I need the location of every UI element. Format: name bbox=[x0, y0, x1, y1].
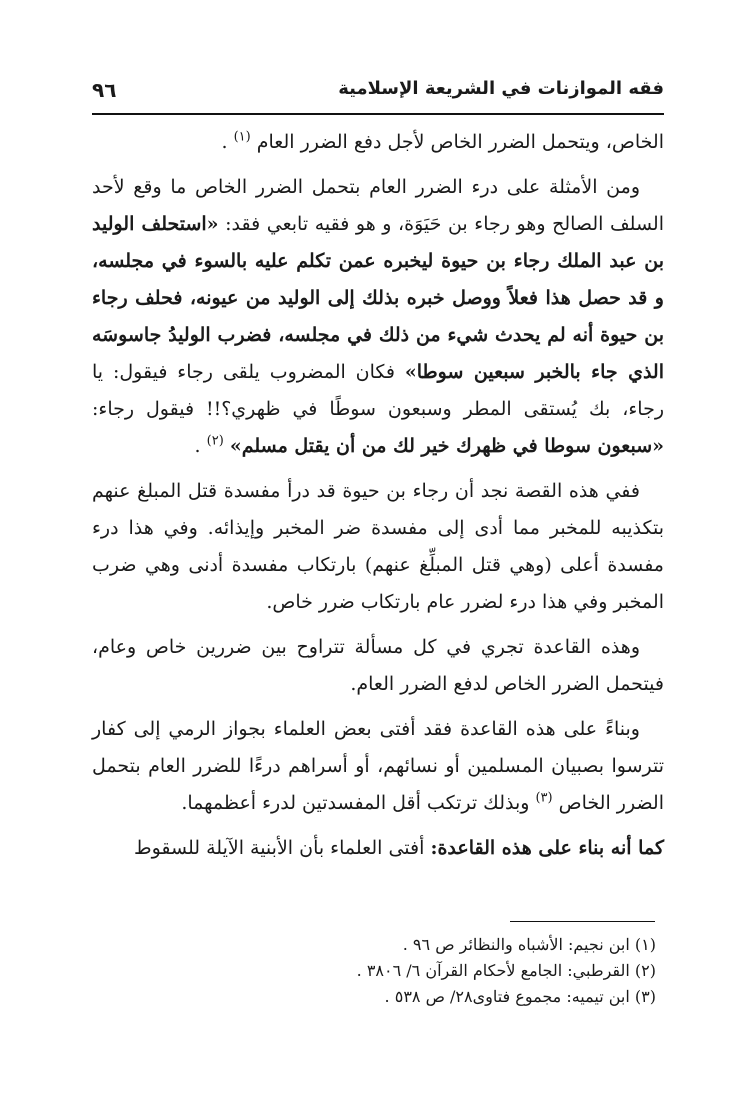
quote-rajaa-story: «استحلف الوليد بن عبد الملك رجاء بن حيوة ليخبره عمن تكلم عليه بالسوء في مجلسه، و قد حصل هذا فعلاً ووصل خبره بذلك إلى الوليد من عيونه، فحلف رجاء بن حيوة أنه لم يحدث شيء من ذلك في مجلسه، فضرب الوليدُ جاسوسَه الذي جاء بالخبر سبعين سوطا» bbox=[92, 213, 664, 383]
footnote-ref-2: (٢) bbox=[206, 433, 224, 449]
running-header bbox=[92, 78, 664, 110]
paragraph-4: وهذه القاعدة تجري في كل مسألة تتراوح بين ضررين خاص وعام، فيتحمل الضرر الخاص لدفع الضرر العام. bbox=[92, 636, 664, 695]
footnote-1: (١) ابن نجيم: الأشباه والنظائر ص ٩٦ . bbox=[402, 935, 656, 954]
paragraph-3: ففي هذه القصة نجد أن رجاء بن حيوة قد درأ مفسدة قتل المبلغ عنهم بتكذيبه للمخبر مما أدى إلى مفسدة ضر المخبر وإيذائه. وفي هذا درء مفسدة أعلى (وهي قتل المبلِّغ عنهم) بارتكاب مفسدة أدنى وهي ضرب المخبر وفي هذا درء لضرر عام بارتكاب ضرر خاص. bbox=[92, 480, 664, 613]
footnote-ref-3: (٣) bbox=[535, 790, 553, 806]
paragraph-5: وبناءً على هذه القاعدة فقد أفتى بعض العلماء بجواز الرمي إلى كفار تترسوا بصبيان المسلمين أو نسائهم، أو أسراهم درءًا للضرر العام بتحمل الضرر الخاص $^{(٣)}$ وبذلك ترتكب أقل المفسدتين لدرء أعظمهما. bbox=[92, 718, 664, 814]
footnote-ref-1: (١) bbox=[233, 129, 251, 145]
footnote-3: (٣) ابن تيميه: مجموع فتاوى٢٨/ ص ٥٣٨ . bbox=[384, 987, 656, 1006]
paragraph-1: الخاص، ويتحمل الضرر الخاص لأجل دفع الضرر العام $^{(١)}$ . bbox=[221, 129, 664, 153]
paragraph-6-lead: كما أنه بناء على هذه القاعدة: bbox=[430, 837, 664, 859]
footnote-rule bbox=[510, 921, 655, 922]
paragraph-6: كما أنه بناء على هذه القاعدة: أفتى العلماء بأن الأبنية الآيلة للسقوط bbox=[134, 837, 664, 859]
header-rule bbox=[92, 113, 664, 115]
footnote-2: (٢) القرطبي: الجامع لأحكام القرآن ٦/ ٣٨٠٦ . bbox=[356, 961, 656, 980]
main-text bbox=[92, 124, 664, 867]
paragraph-2: ومن الأمثلة على درء الضرر العام بتحمل الضرر الخاص ما وقع لأحد السلف الصالح وهو رجاء بن حَيَوَة، و هو فقيه تابعي فقد: «استحلف الوليد بن عبد الملك رجاء بن حيوة ليخبره عمن تكلم عليه بالسوء في مجلسه، و قد حصل هذا فعلاً ووصل خبره بذلك إلى الوليد من عيونه، فحلف رجاء بن حيوة أنه لم يحدث شيء من ذلك في مجلسه، فضرب الوليدُ جاسوسَه الذي جاء بالخبر سبعين سوطا» فكان المضروب يلقى رجاء فيقول: يا رجاء، بك يُستقى المطر وسبعون سوطًا في ظهري؟!! فيقول رجاء: «سبعون سوطا في ظهرك خير لك من أن يقتل مسلم» $^{(٢)}$ . bbox=[92, 176, 664, 457]
header-title: فقه الموازنات في الشريعة الإسلامية bbox=[338, 78, 664, 99]
page-number: ٩٦ bbox=[92, 78, 117, 102]
quote-rajaa-reply: «سبعون سوطا في ظهرك خير لك من أن يقتل مسلم» bbox=[229, 435, 664, 457]
footnotes bbox=[236, 932, 656, 1010]
